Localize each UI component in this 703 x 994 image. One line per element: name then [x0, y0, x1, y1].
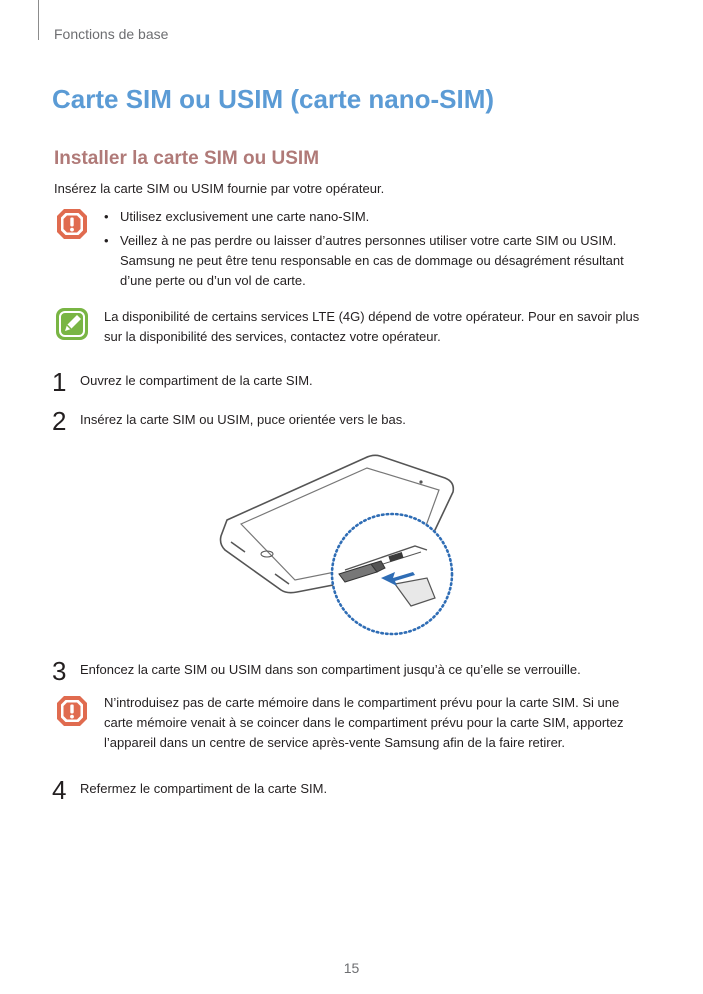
caution-icon — [54, 693, 90, 729]
step-text: Enfoncez la carte SIM ou USIM dans son compartiment jusqu’à ce qu’elle se verrouille. — [80, 662, 581, 677]
step-text: Insérez la carte SIM ou USIM, puce orientée vers le bas. — [80, 412, 406, 427]
note-text: La disponibilité de certains services LTE (4G) dépend de votre opérateur. Pour en savoir plus sur la disponibilité des services, contactez votre opérateur. — [104, 309, 640, 344]
caution-text: N’introduisez pas de carte mémoire dans le compartiment prévu pour la carte SIM. Si une carte mémoire venait à se coincer dans le compartiment prévu pour la carte SIM, apportez l’appareil dans un centre de service après-vente Samsung afin de la faire retirer. — [104, 695, 624, 750]
chapter-title: Carte SIM ou USIM (carte nano-SIM) — [52, 84, 495, 114]
running-header: Fonctions de base — [54, 26, 169, 42]
note-icon — [54, 306, 90, 342]
caution-icon — [54, 206, 90, 242]
tablet-sim-insertion-illustration — [215, 450, 465, 640]
step-number: 1 — [52, 367, 67, 397]
step-number: 3 — [52, 656, 67, 686]
page-number: 15 — [343, 960, 360, 976]
caution-block-2 — [54, 693, 649, 753]
step-text: Refermez le compartiment de la carte SIM. — [80, 781, 328, 796]
caution-block-1 — [54, 206, 649, 295]
section-title: Installer la carte SIM ou USIM — [54, 148, 320, 169]
note-block — [54, 306, 649, 347]
caution-bullet: • Veillez à ne pas perdre ou laisser d’autres personnes utiliser votre carte SIM ou USIM. Samsung ne peut être tenu responsable en cas de dommage ou désagrément résultant d’une perte ou d’un vol de carte. — [104, 233, 624, 288]
step-number: 2 — [52, 406, 67, 436]
margin-rule — [38, 0, 39, 40]
intro-text: Insérez la carte SIM ou USIM fournie par votre opérateur. — [54, 181, 385, 196]
caution-bullet: • Utilisez exclusivement une carte nano-SIM. — [104, 209, 370, 224]
step-number: 4 — [52, 775, 67, 805]
step-text: Ouvrez le compartiment de la carte SIM. — [80, 373, 313, 388]
